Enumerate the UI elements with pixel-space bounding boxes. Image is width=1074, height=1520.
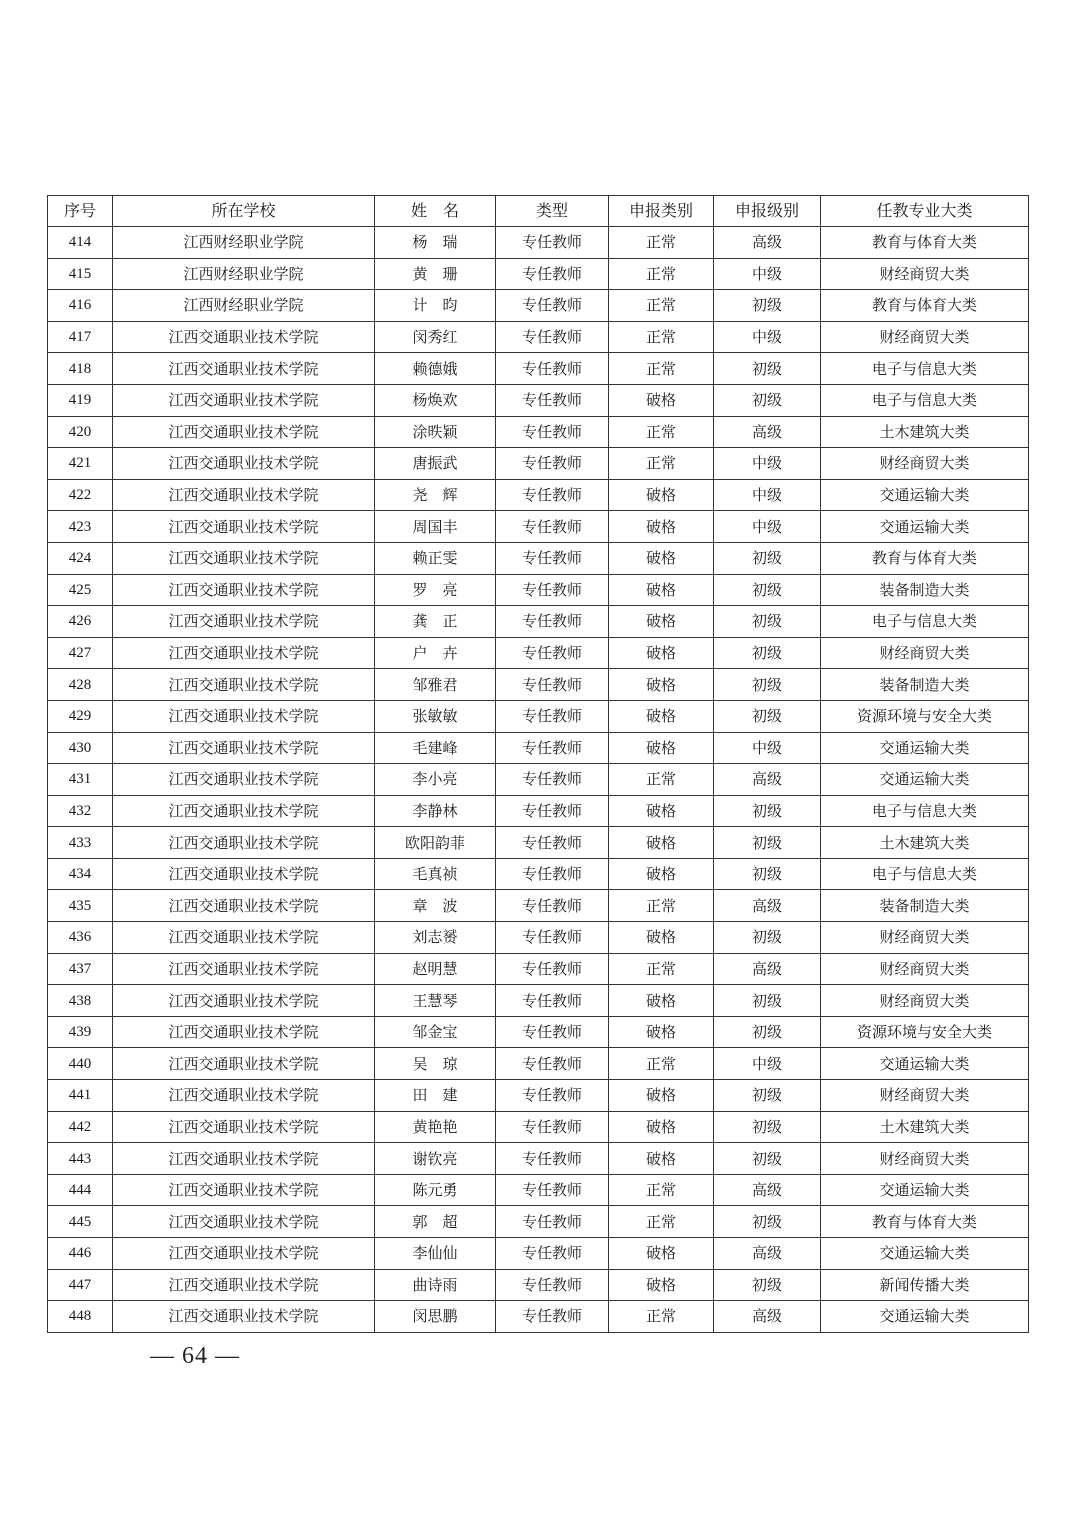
cell-type: 专任教师 bbox=[496, 1206, 609, 1238]
cell-application-level: 高级 bbox=[714, 764, 821, 796]
cell-application-level: 初级 bbox=[714, 606, 821, 638]
cell-index: 433 bbox=[48, 827, 113, 859]
cell-application-level: 初级 bbox=[714, 1111, 821, 1143]
cell-application-category: 正常 bbox=[609, 890, 714, 922]
cell-teaching-major: 教育与体育大类 bbox=[821, 227, 1029, 259]
cell-name: 涂昳颖 bbox=[375, 416, 496, 448]
cell-application-category: 破格 bbox=[609, 732, 714, 764]
cell-application-category: 破格 bbox=[609, 637, 714, 669]
cell-index: 446 bbox=[48, 1238, 113, 1270]
cell-school: 江西交通职业技术学院 bbox=[113, 1080, 375, 1112]
cell-type: 专任教师 bbox=[496, 827, 609, 859]
cell-school: 江西交通职业技术学院 bbox=[113, 1206, 375, 1238]
cell-application-category: 正常 bbox=[609, 227, 714, 259]
cell-application-category: 破格 bbox=[609, 1269, 714, 1301]
cell-application-category: 正常 bbox=[609, 321, 714, 353]
cell-application-category: 正常 bbox=[609, 764, 714, 796]
cell-index: 443 bbox=[48, 1143, 113, 1175]
page-number: — 64 — bbox=[150, 1343, 240, 1369]
cell-name: 赵明慧 bbox=[375, 953, 496, 985]
cell-school: 江西交通职业技术学院 bbox=[113, 985, 375, 1017]
cell-school: 江西交通职业技术学院 bbox=[113, 1016, 375, 1048]
cell-type: 专任教师 bbox=[496, 700, 609, 732]
cell-index: 441 bbox=[48, 1080, 113, 1112]
table-row bbox=[48, 321, 1029, 353]
cell-application-level: 初级 bbox=[714, 858, 821, 890]
cell-name: 毛真祯 bbox=[375, 858, 496, 890]
cell-type: 专任教师 bbox=[496, 1111, 609, 1143]
cell-application-category: 破格 bbox=[609, 985, 714, 1017]
table-row bbox=[48, 1206, 1029, 1238]
table-row bbox=[48, 1048, 1029, 1080]
cell-index: 447 bbox=[48, 1269, 113, 1301]
cell-school: 江西交通职业技术学院 bbox=[113, 858, 375, 890]
cell-type: 专任教师 bbox=[496, 542, 609, 574]
cell-name: 章 波 bbox=[375, 890, 496, 922]
header-index: 序号 bbox=[48, 196, 113, 227]
table-row bbox=[48, 353, 1029, 385]
cell-type: 专任教师 bbox=[496, 258, 609, 290]
cell-type: 专任教师 bbox=[496, 321, 609, 353]
cell-type: 专任教师 bbox=[496, 1301, 609, 1333]
header-name: 姓 名 bbox=[375, 196, 496, 227]
cell-application-category: 正常 bbox=[609, 1048, 714, 1080]
cell-application-level: 中级 bbox=[714, 1048, 821, 1080]
cell-name: 黄 珊 bbox=[375, 258, 496, 290]
cell-index: 422 bbox=[48, 479, 113, 511]
cell-teaching-major: 土木建筑大类 bbox=[821, 416, 1029, 448]
cell-application-category: 破格 bbox=[609, 858, 714, 890]
cell-application-level: 高级 bbox=[714, 1301, 821, 1333]
cell-school: 江西财经职业学院 bbox=[113, 227, 375, 259]
cell-name: 赖正雯 bbox=[375, 542, 496, 574]
cell-application-category: 破格 bbox=[609, 479, 714, 511]
cell-type: 专任教师 bbox=[496, 637, 609, 669]
header-school: 所在学校 bbox=[113, 196, 375, 227]
table-row bbox=[48, 1143, 1029, 1175]
cell-teaching-major: 财经商贸大类 bbox=[821, 922, 1029, 954]
table-row bbox=[48, 416, 1029, 448]
cell-school: 江西交通职业技术学院 bbox=[113, 827, 375, 859]
cell-application-category: 破格 bbox=[609, 669, 714, 701]
table-row bbox=[48, 732, 1029, 764]
cell-application-level: 中级 bbox=[714, 479, 821, 511]
cell-teaching-major: 电子与信息大类 bbox=[821, 606, 1029, 638]
cell-school: 江西交通职业技术学院 bbox=[113, 416, 375, 448]
cell-type: 专任教师 bbox=[496, 858, 609, 890]
cell-index: 432 bbox=[48, 795, 113, 827]
cell-application-level: 初级 bbox=[714, 637, 821, 669]
cell-index: 418 bbox=[48, 353, 113, 385]
cell-index: 444 bbox=[48, 1174, 113, 1206]
table-row bbox=[48, 700, 1029, 732]
cell-application-level: 初级 bbox=[714, 795, 821, 827]
cell-type: 专任教师 bbox=[496, 1080, 609, 1112]
teacher-roster-table bbox=[47, 195, 1029, 1333]
cell-teaching-major: 土木建筑大类 bbox=[821, 1111, 1029, 1143]
cell-school: 江西交通职业技术学院 bbox=[113, 795, 375, 827]
table-body bbox=[48, 227, 1029, 1333]
table-row bbox=[48, 479, 1029, 511]
cell-type: 专任教师 bbox=[496, 1174, 609, 1206]
cell-name: 周国丰 bbox=[375, 511, 496, 543]
cell-type: 专任教师 bbox=[496, 384, 609, 416]
table-row bbox=[48, 827, 1029, 859]
table-row bbox=[48, 542, 1029, 574]
cell-name: 张敏敏 bbox=[375, 700, 496, 732]
cell-index: 419 bbox=[48, 384, 113, 416]
cell-teaching-major: 交通运输大类 bbox=[821, 511, 1029, 543]
cell-school: 江西交通职业技术学院 bbox=[113, 700, 375, 732]
cell-application-level: 初级 bbox=[714, 827, 821, 859]
cell-name: 罗 亮 bbox=[375, 574, 496, 606]
cell-name: 尧 辉 bbox=[375, 479, 496, 511]
table-row bbox=[48, 637, 1029, 669]
table-row bbox=[48, 922, 1029, 954]
cell-name: 毛建峰 bbox=[375, 732, 496, 764]
table-row bbox=[48, 1238, 1029, 1270]
cell-school: 江西交通职业技术学院 bbox=[113, 321, 375, 353]
cell-type: 专任教师 bbox=[496, 764, 609, 796]
cell-name: 杨 瑞 bbox=[375, 227, 496, 259]
cell-teaching-major: 交通运输大类 bbox=[821, 1238, 1029, 1270]
cell-application-level: 高级 bbox=[714, 890, 821, 922]
cell-application-level: 高级 bbox=[714, 953, 821, 985]
cell-name: 欧阳韵菲 bbox=[375, 827, 496, 859]
cell-teaching-major: 电子与信息大类 bbox=[821, 384, 1029, 416]
cell-school: 江西财经职业学院 bbox=[113, 258, 375, 290]
cell-teaching-major: 财经商贸大类 bbox=[821, 985, 1029, 1017]
cell-index: 434 bbox=[48, 858, 113, 890]
cell-index: 423 bbox=[48, 511, 113, 543]
cell-teaching-major: 交通运输大类 bbox=[821, 479, 1029, 511]
cell-application-level: 初级 bbox=[714, 574, 821, 606]
header-teaching-major: 任教专业大类 bbox=[821, 196, 1029, 227]
cell-school: 江西交通职业技术学院 bbox=[113, 606, 375, 638]
cell-name: 李静林 bbox=[375, 795, 496, 827]
cell-application-level: 高级 bbox=[714, 416, 821, 448]
table-row bbox=[48, 448, 1029, 480]
cell-application-category: 正常 bbox=[609, 1206, 714, 1238]
table-row bbox=[48, 795, 1029, 827]
cell-name: 唐振武 bbox=[375, 448, 496, 480]
cell-name: 曲诗雨 bbox=[375, 1269, 496, 1301]
cell-teaching-major: 交通运输大类 bbox=[821, 764, 1029, 796]
cell-application-category: 正常 bbox=[609, 290, 714, 322]
cell-index: 428 bbox=[48, 669, 113, 701]
cell-index: 420 bbox=[48, 416, 113, 448]
cell-application-level: 初级 bbox=[714, 542, 821, 574]
cell-school: 江西财经职业学院 bbox=[113, 290, 375, 322]
cell-type: 专任教师 bbox=[496, 479, 609, 511]
cell-teaching-major: 财经商贸大类 bbox=[821, 953, 1029, 985]
cell-application-level: 初级 bbox=[714, 290, 821, 322]
table-row bbox=[48, 511, 1029, 543]
cell-application-level: 高级 bbox=[714, 1174, 821, 1206]
cell-name: 户 卉 bbox=[375, 637, 496, 669]
cell-teaching-major: 装备制造大类 bbox=[821, 669, 1029, 701]
cell-application-level: 初级 bbox=[714, 1269, 821, 1301]
cell-school: 江西交通职业技术学院 bbox=[113, 353, 375, 385]
table-row bbox=[48, 669, 1029, 701]
cell-teaching-major: 教育与体育大类 bbox=[821, 290, 1029, 322]
cell-name: 闵秀红 bbox=[375, 321, 496, 353]
cell-name: 李小亮 bbox=[375, 764, 496, 796]
cell-application-level: 初级 bbox=[714, 1206, 821, 1238]
cell-name: 田 建 bbox=[375, 1080, 496, 1112]
cell-index: 424 bbox=[48, 542, 113, 574]
cell-school: 江西交通职业技术学院 bbox=[113, 764, 375, 796]
cell-teaching-major: 交通运输大类 bbox=[821, 1048, 1029, 1080]
cell-school: 江西交通职业技术学院 bbox=[113, 479, 375, 511]
cell-application-level: 高级 bbox=[714, 227, 821, 259]
table-row bbox=[48, 858, 1029, 890]
table-row bbox=[48, 1174, 1029, 1206]
header-application-level: 申报级别 bbox=[714, 196, 821, 227]
cell-name: 杨焕欢 bbox=[375, 384, 496, 416]
cell-teaching-major: 财经商贸大类 bbox=[821, 637, 1029, 669]
cell-index: 426 bbox=[48, 606, 113, 638]
cell-teaching-major: 电子与信息大类 bbox=[821, 858, 1029, 890]
cell-index: 440 bbox=[48, 1048, 113, 1080]
cell-teaching-major: 资源环境与安全大类 bbox=[821, 700, 1029, 732]
cell-application-category: 破格 bbox=[609, 1111, 714, 1143]
header-application-category: 申报类别 bbox=[609, 196, 714, 227]
cell-index: 439 bbox=[48, 1016, 113, 1048]
cell-index: 448 bbox=[48, 1301, 113, 1333]
cell-school: 江西交通职业技术学院 bbox=[113, 384, 375, 416]
cell-application-category: 破格 bbox=[609, 384, 714, 416]
cell-application-level: 中级 bbox=[714, 732, 821, 764]
cell-type: 专任教师 bbox=[496, 669, 609, 701]
cell-school: 江西交通职业技术学院 bbox=[113, 1111, 375, 1143]
cell-application-category: 破格 bbox=[609, 542, 714, 574]
cell-index: 421 bbox=[48, 448, 113, 480]
table-row bbox=[48, 227, 1029, 259]
cell-index: 431 bbox=[48, 764, 113, 796]
cell-index: 427 bbox=[48, 637, 113, 669]
table-row bbox=[48, 1080, 1029, 1112]
cell-application-category: 破格 bbox=[609, 795, 714, 827]
table-row bbox=[48, 384, 1029, 416]
cell-application-category: 破格 bbox=[609, 606, 714, 638]
cell-application-category: 破格 bbox=[609, 827, 714, 859]
table-row bbox=[48, 606, 1029, 638]
cell-type: 专任教师 bbox=[496, 1238, 609, 1270]
cell-application-level: 初级 bbox=[714, 1016, 821, 1048]
cell-application-level: 初级 bbox=[714, 700, 821, 732]
cell-teaching-major: 财经商贸大类 bbox=[821, 321, 1029, 353]
cell-type: 专任教师 bbox=[496, 606, 609, 638]
cell-type: 专任教师 bbox=[496, 574, 609, 606]
cell-type: 专任教师 bbox=[496, 353, 609, 385]
cell-teaching-major: 教育与体育大类 bbox=[821, 542, 1029, 574]
cell-index: 414 bbox=[48, 227, 113, 259]
cell-type: 专任教师 bbox=[496, 416, 609, 448]
cell-school: 江西交通职业技术学院 bbox=[113, 1238, 375, 1270]
cell-school: 江西交通职业技术学院 bbox=[113, 637, 375, 669]
cell-school: 江西交通职业技术学院 bbox=[113, 448, 375, 480]
cell-application-category: 破格 bbox=[609, 922, 714, 954]
cell-name: 陈元勇 bbox=[375, 1174, 496, 1206]
cell-type: 专任教师 bbox=[496, 922, 609, 954]
table-row bbox=[48, 574, 1029, 606]
cell-index: 429 bbox=[48, 700, 113, 732]
table-row bbox=[48, 1301, 1029, 1333]
cell-name: 赖德娥 bbox=[375, 353, 496, 385]
table-row bbox=[48, 764, 1029, 796]
cell-index: 445 bbox=[48, 1206, 113, 1238]
cell-type: 专任教师 bbox=[496, 953, 609, 985]
cell-application-category: 正常 bbox=[609, 416, 714, 448]
cell-type: 专任教师 bbox=[496, 795, 609, 827]
cell-application-category: 破格 bbox=[609, 511, 714, 543]
cell-teaching-major: 教育与体育大类 bbox=[821, 1206, 1029, 1238]
table-row bbox=[48, 1111, 1029, 1143]
cell-school: 江西交通职业技术学院 bbox=[113, 1143, 375, 1175]
cell-teaching-major: 电子与信息大类 bbox=[821, 795, 1029, 827]
table-row bbox=[48, 890, 1029, 922]
cell-name: 李仙仙 bbox=[375, 1238, 496, 1270]
table-row bbox=[48, 1269, 1029, 1301]
table-row bbox=[48, 985, 1029, 1017]
cell-index: 415 bbox=[48, 258, 113, 290]
cell-teaching-major: 新闻传播大类 bbox=[821, 1269, 1029, 1301]
cell-school: 江西交通职业技术学院 bbox=[113, 1269, 375, 1301]
cell-name: 黄艳艳 bbox=[375, 1111, 496, 1143]
cell-index: 442 bbox=[48, 1111, 113, 1143]
cell-application-level: 初级 bbox=[714, 985, 821, 1017]
table-row bbox=[48, 258, 1029, 290]
cell-teaching-major: 装备制造大类 bbox=[821, 574, 1029, 606]
cell-index: 438 bbox=[48, 985, 113, 1017]
cell-name: 王慧琴 bbox=[375, 985, 496, 1017]
cell-application-category: 破格 bbox=[609, 1016, 714, 1048]
header-type: 类型 bbox=[496, 196, 609, 227]
cell-application-category: 正常 bbox=[609, 258, 714, 290]
cell-application-category: 破格 bbox=[609, 1143, 714, 1175]
cell-application-level: 初级 bbox=[714, 669, 821, 701]
cell-school: 江西交通职业技术学院 bbox=[113, 922, 375, 954]
cell-type: 专任教师 bbox=[496, 1143, 609, 1175]
cell-application-category: 正常 bbox=[609, 448, 714, 480]
cell-application-level: 初级 bbox=[714, 1080, 821, 1112]
cell-index: 425 bbox=[48, 574, 113, 606]
cell-index: 437 bbox=[48, 953, 113, 985]
cell-teaching-major: 土木建筑大类 bbox=[821, 827, 1029, 859]
cell-index: 435 bbox=[48, 890, 113, 922]
cell-application-category: 正常 bbox=[609, 353, 714, 385]
cell-name: 谢钦亮 bbox=[375, 1143, 496, 1175]
cell-application-level: 初级 bbox=[714, 1143, 821, 1175]
table-header bbox=[48, 196, 1029, 227]
cell-application-category: 正常 bbox=[609, 1301, 714, 1333]
cell-name: 邹金宝 bbox=[375, 1016, 496, 1048]
cell-type: 专任教师 bbox=[496, 1269, 609, 1301]
cell-application-level: 初级 bbox=[714, 384, 821, 416]
cell-name: 刘志赟 bbox=[375, 922, 496, 954]
cell-type: 专任教师 bbox=[496, 732, 609, 764]
cell-school: 江西交通职业技术学院 bbox=[113, 890, 375, 922]
cell-type: 专任教师 bbox=[496, 890, 609, 922]
cell-teaching-major: 装备制造大类 bbox=[821, 890, 1029, 922]
cell-school: 江西交通职业技术学院 bbox=[113, 511, 375, 543]
cell-teaching-major: 交通运输大类 bbox=[821, 1301, 1029, 1333]
cell-type: 专任教师 bbox=[496, 511, 609, 543]
cell-index: 430 bbox=[48, 732, 113, 764]
cell-school: 江西交通职业技术学院 bbox=[113, 953, 375, 985]
cell-application-level: 高级 bbox=[714, 1238, 821, 1270]
cell-application-level: 中级 bbox=[714, 511, 821, 543]
cell-application-category: 正常 bbox=[609, 1174, 714, 1206]
cell-index: 416 bbox=[48, 290, 113, 322]
cell-type: 专任教师 bbox=[496, 227, 609, 259]
cell-teaching-major: 资源环境与安全大类 bbox=[821, 1016, 1029, 1048]
cell-name: 闵思鹏 bbox=[375, 1301, 496, 1333]
cell-application-level: 中级 bbox=[714, 321, 821, 353]
cell-index: 436 bbox=[48, 922, 113, 954]
cell-teaching-major: 财经商贸大类 bbox=[821, 448, 1029, 480]
header-row bbox=[48, 196, 1029, 227]
cell-name: 吴 琼 bbox=[375, 1048, 496, 1080]
cell-type: 专任教师 bbox=[496, 448, 609, 480]
cell-teaching-major: 财经商贸大类 bbox=[821, 258, 1029, 290]
cell-teaching-major: 财经商贸大类 bbox=[821, 1143, 1029, 1175]
cell-teaching-major: 财经商贸大类 bbox=[821, 1080, 1029, 1112]
cell-application-level: 初级 bbox=[714, 922, 821, 954]
cell-application-category: 破格 bbox=[609, 700, 714, 732]
cell-application-category: 破格 bbox=[609, 1080, 714, 1112]
cell-application-category: 破格 bbox=[609, 574, 714, 606]
cell-school: 江西交通职业技术学院 bbox=[113, 574, 375, 606]
cell-index: 417 bbox=[48, 321, 113, 353]
cell-application-level: 中级 bbox=[714, 258, 821, 290]
table-row bbox=[48, 953, 1029, 985]
cell-school: 江西交通职业技术学院 bbox=[113, 1048, 375, 1080]
cell-application-level: 初级 bbox=[714, 353, 821, 385]
cell-name: 邹雅君 bbox=[375, 669, 496, 701]
cell-application-level: 中级 bbox=[714, 448, 821, 480]
cell-type: 专任教师 bbox=[496, 1048, 609, 1080]
cell-name: 郭 超 bbox=[375, 1206, 496, 1238]
table-row bbox=[48, 290, 1029, 322]
cell-type: 专任教师 bbox=[496, 1016, 609, 1048]
cell-school: 江西交通职业技术学院 bbox=[113, 1301, 375, 1333]
cell-application-category: 正常 bbox=[609, 953, 714, 985]
cell-application-category: 破格 bbox=[609, 1238, 714, 1270]
cell-name: 计 昀 bbox=[375, 290, 496, 322]
cell-school: 江西交通职业技术学院 bbox=[113, 732, 375, 764]
cell-school: 江西交通职业技术学院 bbox=[113, 542, 375, 574]
table-row bbox=[48, 1016, 1029, 1048]
cell-type: 专任教师 bbox=[496, 290, 609, 322]
cell-school: 江西交通职业技术学院 bbox=[113, 669, 375, 701]
cell-type: 专任教师 bbox=[496, 985, 609, 1017]
cell-school: 江西交通职业技术学院 bbox=[113, 1174, 375, 1206]
cell-teaching-major: 电子与信息大类 bbox=[821, 353, 1029, 385]
cell-name: 龚 正 bbox=[375, 606, 496, 638]
cell-teaching-major: 交通运输大类 bbox=[821, 1174, 1029, 1206]
cell-teaching-major: 交通运输大类 bbox=[821, 732, 1029, 764]
